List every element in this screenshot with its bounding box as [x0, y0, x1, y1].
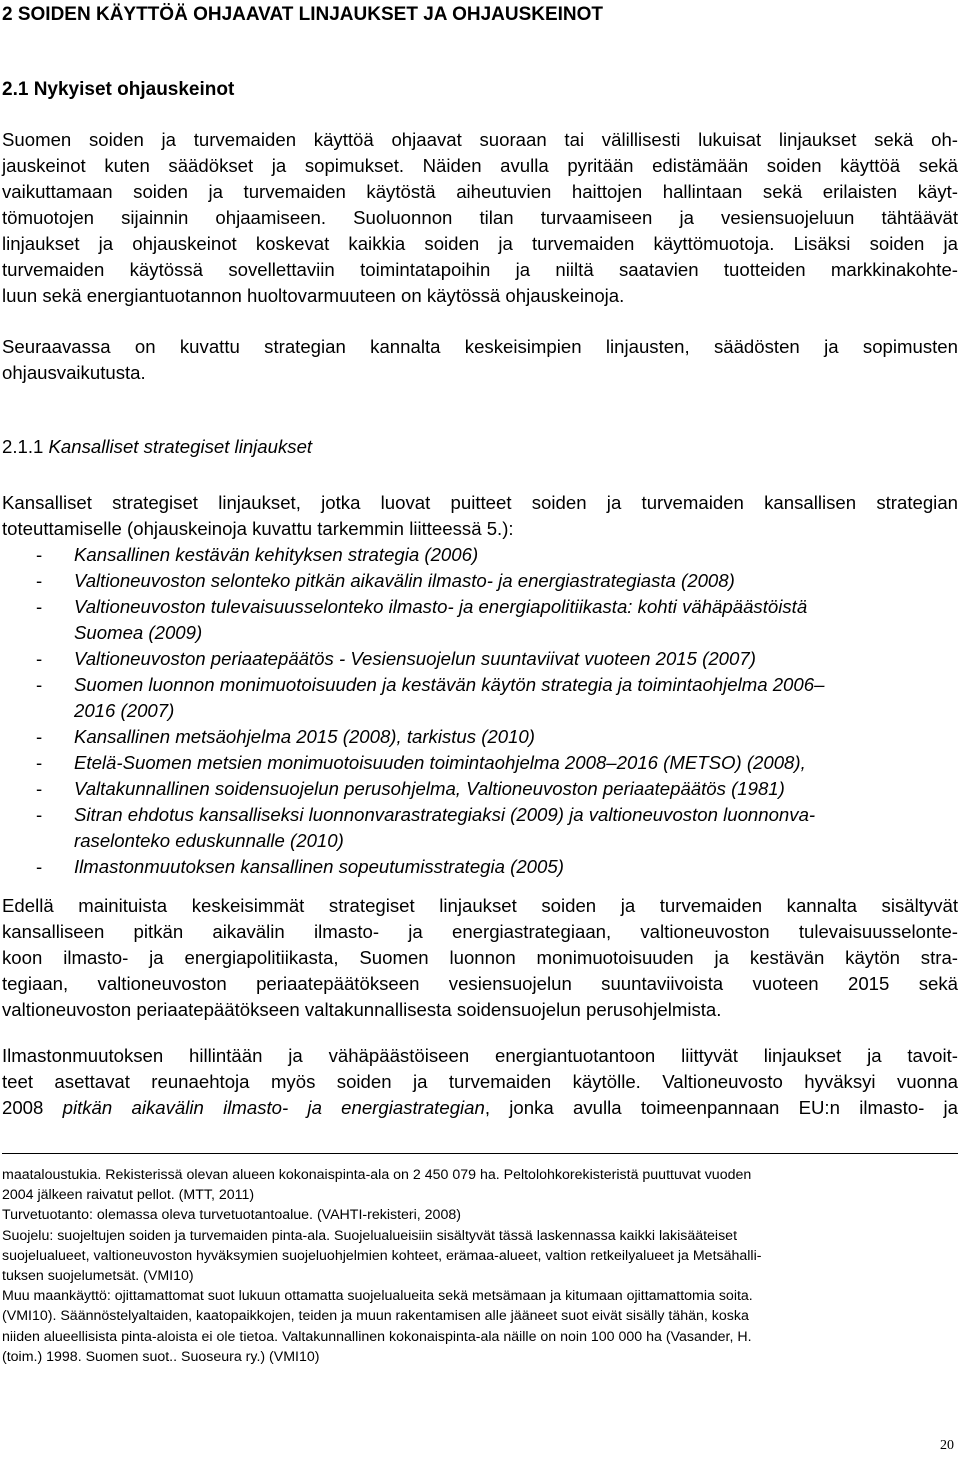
paragraph-line: ohjausvaikutusta.	[2, 362, 146, 383]
footnote-line: tuksen suojelumetsät. (VMI10)	[2, 1268, 194, 1285]
chapter-heading: 2 SOIDEN KÄYTTÖÄ OHJAAVAT LINJAUKSET JA OHJAUSKEINOT	[2, 4, 604, 25]
page-number: 20	[940, 1438, 954, 1453]
bullet-dash: -	[36, 778, 43, 799]
paragraph-line: Seuraavassa on kuvattu strategian kannalta keskeisimpien linjausten, säädösten ja sopimusten	[2, 336, 958, 357]
footnote-line: Turvetuotanto: olemassa oleva turvetuotantoalue. (VAHTI-rekisteri, 2008)	[2, 1207, 461, 1224]
bullet-dash: -	[36, 726, 43, 747]
strategy-text: Suomea (2009)	[74, 622, 203, 643]
paragraph-line: teet asettavat reunaehtoja myös soiden ja turvemaiden käytölle. Valtioneuvosto hyväksyi vuonna	[2, 1071, 958, 1092]
bullet-dash: -	[36, 752, 43, 773]
strategy-list-item	[2, 854, 958, 880]
strategy-text: Kansallinen kestävän kehityksen strategia (2006)	[74, 544, 479, 565]
overview-paragraph	[2, 334, 958, 386]
strategy-text: 2016 (2007)	[74, 700, 175, 721]
paragraph-line: Ilmastonmuutoksen hillintään ja vähäpäästöiseen energiantuotantoon liittyvät linjaukset ja tavoit-	[2, 1045, 958, 1066]
strategy-list-item	[2, 776, 958, 802]
paragraph-line: jauskeinot kuten säädökset ja sopimukset. Näiden avulla pyritään edistämään soiden käyttöä sekä	[2, 155, 958, 176]
strategy-text: raselonteko eduskunnalle (2010)	[74, 830, 344, 851]
paragraph-line: toteuttamiselle (ohjauskeinoja kuvattu tarkemmin liitteessä 5.):	[2, 518, 514, 539]
footnote-line: Suojelu: suojeltujen soiden ja turvemaiden pinta-ala. Suojelualueisiin sisältyvät tässä laskennassa kaikki lakisääteiset	[2, 1227, 738, 1244]
strategy-list-item	[2, 542, 958, 568]
paragraph-line: kansalliseen pitkän aikavälin ilmasto- ja energiastrategiaan, valtioneuvoston tulevaisuusselonte-	[2, 921, 958, 942]
bullet-dash: -	[36, 596, 43, 617]
footnote-line: maataloustukia. Rekisterissä olevan alueen kokonaispinta-ala on 2 450 079 ha. Peltolohkorekisteristä puuttuvat vuoden	[2, 1167, 752, 1183]
strategy-list	[2, 542, 958, 880]
footnote-line: (VMI10). Säännöstelyaltaiden, kaatopaikkojen, teiden ja muun rakentamisen alle jääneet suot eivät sisälly tähän, koska	[2, 1308, 749, 1325]
section-heading: 2.1 Nykyiset ohjauskeinot	[2, 79, 235, 100]
strategy-text: Ilmastonmuutoksen kansallinen sopeutumisstrategia (2005)	[74, 856, 564, 877]
footnote-line: 2004 jälkeen raivatut pellot. (MTT, 2011)	[2, 1187, 255, 1204]
paragraph-line: koon ilmasto- ja energiapolitiikasta, Suomen luonnon monimuotoisuuden ja kestävän käytön stra-	[2, 947, 958, 968]
bullet-dash: -	[36, 856, 43, 877]
bullet-dash: -	[36, 544, 43, 565]
subsection-heading	[2, 436, 312, 458]
footnote-line: Muu maankäyttö: ojittamattomat suot lukuun ottamatta suojelualueita sekä metsämaan ja kitumaan ojittamattomia soita.	[2, 1288, 753, 1305]
strategy-text: Kansallinen metsäohjelma 2015 (2008), tarkistus (2010)	[74, 726, 535, 747]
strategy-text: Valtioneuvoston periaatepäätös - Vesiensuojelun suuntaviivat vuoteen 2015 (2007)	[74, 648, 756, 669]
footnote-line: suojelualueet, valtioneuvoston hyväksymien suojeluohjelmien kohteet, erämaa-alueet, valtion retkeilyalueet ja Metsähalli-	[2, 1247, 762, 1264]
strategy-text: Sitran ehdotus kansalliseksi luonnonvarastrategiaksi (2009) ja valtioneuvoston luonnonva-	[74, 804, 816, 825]
subsection-title: Kansalliset strategiset linjaukset	[48, 436, 313, 457]
paragraph-line	[2, 1095, 958, 1121]
paragraph-line: Suomen soiden ja turvemaiden käyttöä ohjaavat suoraan tai välillisesti lukuisat linjaukset sekä oh-	[2, 129, 958, 150]
paragraph-line: tömuotojen sijainnin ohjaamiseen. Suoluonnon tilan turvaamiseen ja vesiensuojeluun tähtäävät	[2, 207, 958, 228]
bullet-dash: -	[36, 648, 43, 669]
strategy-list-item	[2, 594, 958, 646]
footnotes	[2, 1165, 958, 1367]
strategy-text: Valtioneuvoston tulevaisuusselonteko ilmasto- ja energiapolitiikasta: kohti vähäpäästöistä	[74, 596, 808, 617]
strategy-list-item	[2, 646, 958, 672]
paragraph-line: tegiaan, valtioneuvoston periaatepäätökseen vesiensuojelun suuntaviivoista vuoteen 2015 sekä	[2, 973, 958, 994]
strategy-list-item	[2, 750, 958, 776]
paragraph-line: valtioneuvoston periaatepäätökseen valtakunnallisesta soidensuojelun perusohjelmista.	[2, 999, 722, 1020]
paragraph-line: vaikuttamaan soiden ja turvemaiden käytöstä aiheutuvien haittojen hallintaan sekä erilaisten käyt-	[2, 181, 958, 202]
paragraph-line: Edellä mainituista keskeisimmät strategiset linjaukset soiden ja turvemaiden kannalta sisältyvät	[2, 895, 958, 916]
strategy-text: Valtioneuvoston selonteko pitkän aikavälin ilmasto- ja energiastrategiasta (2008)	[74, 570, 735, 591]
paragraph-line: Kansalliset strategiset linjaukset, jotka luovat puitteet soiden ja turvemaiden kansallisen strategian	[2, 492, 958, 513]
footnote-line: (toim.) 1998. Suomen suot.. Suoseura ry.) (VMI10)	[2, 1348, 320, 1365]
strategy-list-item	[2, 724, 958, 750]
bullet-dash: -	[36, 674, 43, 695]
text-run: 2008	[2, 1097, 63, 1118]
paragraph-line: luun sekä energiantuotannon huoltovarmuuteen on käytössä ohjauskeinoja.	[2, 285, 625, 306]
strategy-text: Etelä-Suomen metsien monimuotoisuuden toimintaohjelma 2008–2016 (METSO) (2008),	[74, 752, 806, 773]
strategy-list-item	[2, 802, 958, 854]
footnote-divider	[2, 1153, 958, 1154]
strategy-text: Valtakunnallinen soidensuojelun perusohjelma, Valtioneuvoston periaatepäätös (1981)	[74, 778, 785, 799]
summary-paragraph	[2, 893, 958, 1023]
paragraph-line: linjaukset ja ohjauskeinot koskevat kaikkia soiden ja turvemaiden käyttömuotoja. Lisäksi soiden ja	[2, 233, 958, 254]
climate-paragraph	[2, 1043, 958, 1121]
strategy-text: Suomen luonnon monimuotoisuuden ja kestävän käytön strategia ja toimintaohjelma 2006–	[74, 674, 825, 695]
strategies-intro-paragraph	[2, 490, 958, 542]
italic-strategy-title: pitkän aikavälin ilmasto- ja energiastrategian	[62, 1097, 485, 1118]
paragraph-line: turvemaiden käytössä sovellettaviin toimintatapoihin ja niiltä saatavien tuotteiden markkinakohte-	[2, 259, 958, 280]
text-run: , jonka avulla toimeenpannaan EU:n ilmasto- ja	[484, 1097, 959, 1118]
bullet-dash: -	[36, 570, 43, 591]
strategy-list-item	[2, 672, 958, 724]
bullet-dash: -	[36, 804, 43, 825]
intro-paragraph	[2, 127, 958, 309]
subsection-number: 2.1.1	[2, 436, 44, 457]
strategy-list-item	[2, 568, 958, 594]
footnote-line: niiden alueellisista pinta-aloista ei ole tietoa. Valtakunnallinen kokonaispinta-ala näille on noin 100 000 ha (Vasander, H.	[2, 1328, 752, 1345]
